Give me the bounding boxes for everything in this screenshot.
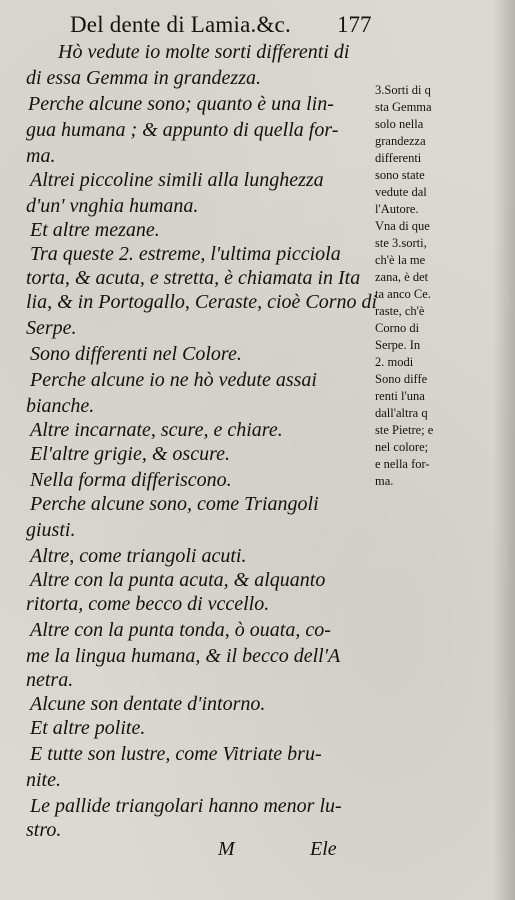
- margin-line: renti l'una: [375, 389, 425, 403]
- text-line: Hò vedute io molte sorti differenti di: [58, 41, 350, 63]
- page-number: 177: [337, 12, 372, 37]
- margin-line: Corno di: [375, 321, 420, 335]
- text-line: Altre incarnate, scure, e chiare.: [30, 419, 283, 441]
- text-line: Altrei piccoline simili alla lunghezza: [30, 169, 324, 191]
- margin-line: l'Autore.: [375, 202, 419, 216]
- text-line: Et altre polite.: [30, 717, 146, 739]
- margin-line: ma.: [375, 474, 394, 488]
- text-line: Perche alcune io ne hò vedute assai: [30, 369, 317, 391]
- margin-line: zana, è det: [375, 270, 429, 284]
- text-line: me la lingua humana, & il becco dell'A: [26, 645, 341, 667]
- margin-line: 3.Sorti di q: [375, 83, 431, 97]
- page-edge-shadow: [493, 0, 515, 900]
- margin-line: ste Pietre; e: [375, 423, 434, 437]
- text-line: d'un' vnghia humana.: [26, 195, 199, 217]
- text-line: Altre con la punta acuta, & alquanto: [30, 569, 326, 591]
- margin-line: raste, ch'è: [375, 304, 425, 318]
- text-line: ritorta, come becco di vccello.: [26, 593, 270, 615]
- margin-line: Serpe. In: [375, 338, 421, 352]
- text-line: torta, & acuta, e stretta, è chiamata in Ita: [26, 267, 361, 289]
- margin-line: sono state: [375, 168, 425, 182]
- margin-line: grandezza: [375, 134, 426, 148]
- margin-line: sta Gemma: [375, 100, 432, 114]
- text-line: gua humana ; & appunto di quella for-: [26, 119, 339, 141]
- text-line: ma.: [26, 145, 56, 167]
- text-line: di essa Gemma in grandezza.: [26, 67, 261, 89]
- text-line: E tutte son lustre, come Vitriate bru-: [30, 743, 322, 765]
- margin-line: ta anco Ce.: [375, 287, 431, 301]
- margin-line: differenti: [375, 151, 422, 165]
- text-line: giusti.: [26, 519, 76, 541]
- text-line: nite.: [26, 769, 61, 791]
- margin-line: 2. modi: [375, 355, 414, 369]
- text-line: El'altre grigie, & oscure.: [30, 443, 230, 465]
- text-line: Altre, come triangoli acuti.: [30, 545, 247, 567]
- margin-line: Vna di que: [375, 219, 430, 233]
- text-line: bianche.: [26, 395, 95, 417]
- text-line: Alcune son dentate d'intorno.: [30, 693, 266, 715]
- margin-line: vedute dal: [375, 185, 427, 199]
- running-title: Del dente di Lamia.&c.: [70, 12, 291, 37]
- text-line: Serpe.: [26, 317, 77, 339]
- text-line: Sono differenti nel Colore.: [30, 343, 242, 365]
- text-line: Tra queste 2. estreme, l'ultima picciola: [30, 243, 341, 265]
- margin-line: dall'altra q: [375, 406, 428, 420]
- text-line: Perche alcune sono; quanto è una lin-: [28, 93, 334, 115]
- text-line: netra.: [26, 669, 74, 691]
- margin-line: Sono diffe: [375, 372, 428, 386]
- margin-line: ste 3.sorti,: [375, 236, 427, 250]
- text-line: Altre con la punta tonda, ò ouata, co-: [30, 619, 331, 641]
- text-line: stro.: [26, 819, 62, 841]
- margin-line: nel colore;: [375, 440, 429, 454]
- margin-line: e nella for-: [375, 457, 430, 471]
- signature-mark: M: [218, 838, 235, 860]
- margin-line: ch'è la me: [375, 253, 426, 267]
- margin-line: solo nella: [375, 117, 424, 131]
- catchword: Ele: [310, 838, 337, 860]
- text-line: Et altre mezane.: [30, 219, 160, 241]
- text-line: Le pallide triangolari hanno menor lu-: [30, 795, 342, 817]
- text-line: Perche alcune sono, come Triangoli: [30, 493, 319, 515]
- text-line: Nella forma differiscono.: [30, 469, 232, 491]
- text-line: lia, & in Portogallo, Ceraste, cioè Corno di: [26, 291, 378, 313]
